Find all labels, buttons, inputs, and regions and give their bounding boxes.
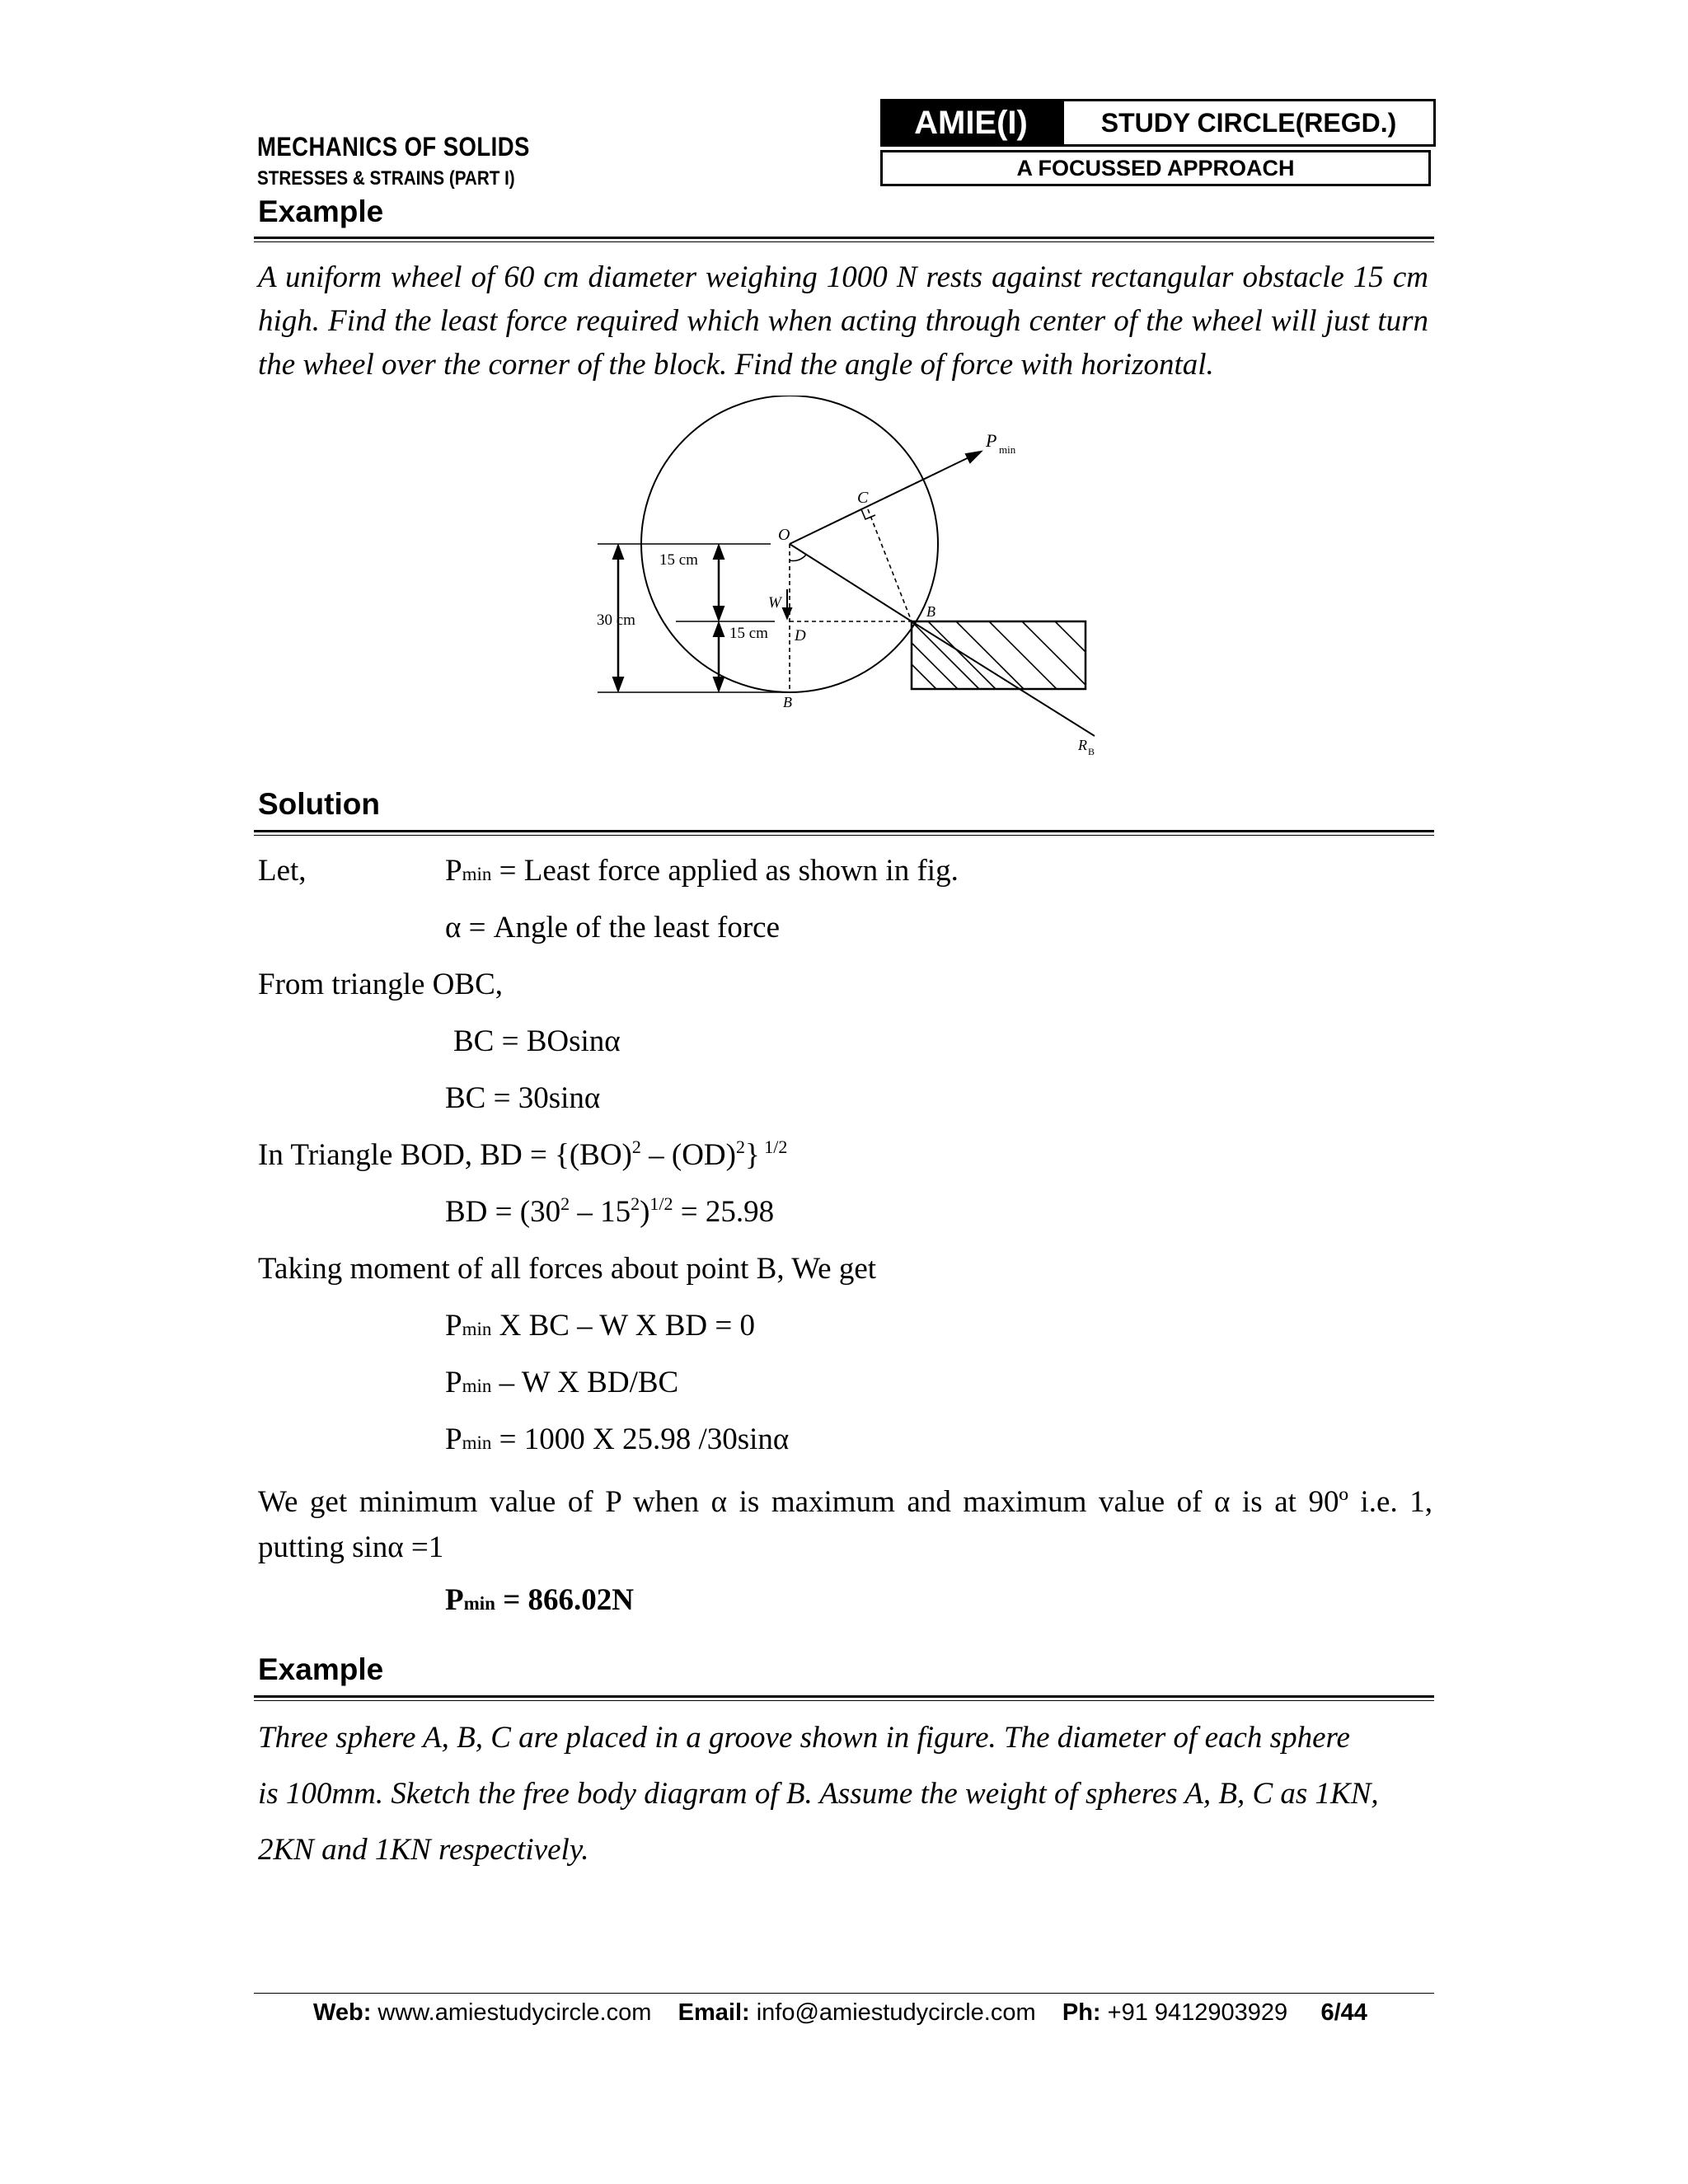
radius-ob: [790, 544, 912, 621]
p-symbol: P: [445, 854, 462, 888]
phone-label: Ph:: [1062, 1999, 1101, 2026]
document-title: MECHANICS OF SOLIDS: [257, 132, 530, 162]
example-heading-2: Example: [258, 1652, 384, 1686]
amie-badge: AMIE(I): [880, 99, 1062, 147]
wheel-obstacle-figure: [577, 396, 1121, 775]
weight-arrowhead: [783, 608, 791, 618]
label-o: O: [778, 526, 790, 544]
pmin-definition: [445, 853, 959, 888]
label-d: D: [795, 627, 806, 644]
problem-statement: A uniform wheel of 60 cm diameter weighing 1000 N rests against rectangular obstacle 15 cm high. Find the least force required which when acting through center of the wheel will just turn the wheel over the corner of the block. Find the angle of force with horizontal.: [258, 260, 1428, 382]
alpha-definition: α = Angle of the least force: [445, 911, 780, 944]
label-15cm-bottom: 15 cm: [729, 625, 768, 642]
moment-text: Taking moment of all forces about point B, We get: [258, 1252, 877, 1286]
label-w: W: [768, 594, 781, 612]
bd-equation: BD = $(30^2 - 15^2)^{1/2} = 25.98$: [445, 1193, 775, 1229]
p-subscript: min: [462, 864, 492, 884]
bc-equation-1: BC = BOsinα: [453, 1024, 621, 1058]
email-label: Email:: [678, 1999, 750, 2026]
divider: [254, 835, 1434, 836]
page-number: 6/44: [1320, 1999, 1367, 2026]
bc-equation-2: BC = 30sinα: [445, 1081, 601, 1115]
result-equation: Pmin = 866.02N: [445, 1583, 635, 1617]
label-b-bottom: B: [783, 694, 792, 710]
example-heading: Example: [258, 194, 384, 228]
footer: [313, 1999, 1367, 2027]
divider: [254, 241, 1434, 242]
moment-equation-2: Pmin – W X BD/BC: [445, 1366, 679, 1399]
moment-equation-1: Pmin X BC – W X BD = 0: [445, 1309, 756, 1343]
label-rb-sub: B: [1088, 746, 1095, 757]
bc-line: [868, 509, 912, 621]
label-c: C: [857, 489, 869, 507]
let-label: Let,: [258, 854, 307, 888]
moment-equation-3: Pmin = 1000 X 25.98 /30sinα: [445, 1422, 790, 1456]
block-hatching: [912, 621, 1085, 689]
web-link[interactable]: www.amiestudycircle.com: [377, 1999, 652, 2026]
example2-line-2: is 100mm. Sketch the free body diagram of B. Assume the weight of spheres A, B, C as 1KN,: [258, 1777, 1379, 1811]
label-b-top: B: [926, 603, 935, 620]
example2-line-3: 2KN and 1KN respectively.: [258, 1833, 589, 1867]
web-label: Web:: [313, 1999, 372, 2026]
label-rb: R: [1078, 737, 1087, 753]
from-triangle-text: From triangle OBC,: [258, 968, 504, 1001]
p-definition-text: = Least force applied as shown in fig.: [499, 854, 959, 888]
label-30cm: 30 cm: [597, 612, 635, 629]
footer-divider: [254, 1993, 1434, 1994]
reaction-rb-line: [912, 621, 1095, 736]
divider: [254, 1700, 1434, 1701]
label-pmin-sub: min: [999, 443, 1016, 456]
label-15cm-top: 15 cm: [659, 551, 698, 569]
conclusion-text: We get minimum value of P when α is maximum and maximum value of α is at 90º i.e. 1, putting sinα =1: [258, 1485, 1432, 1564]
divider: [254, 830, 1434, 832]
email-link[interactable]: info@amiestudycircle.com: [756, 1999, 1036, 2026]
study-circle-badge: STUDY CIRCLE(REGD.): [1062, 99, 1436, 147]
pmin-arrowhead: [966, 452, 981, 462]
alpha-arc: [790, 555, 806, 560]
pmin-line: [790, 452, 981, 544]
document-subtitle: STRESSES & STRAINS (PART I): [257, 167, 515, 190]
solution-heading: Solution: [258, 787, 380, 821]
phone-number: +91 9412903929: [1107, 1999, 1288, 2026]
divider: [254, 1695, 1434, 1698]
label-pmin: P: [986, 430, 997, 451]
divider: [254, 237, 1434, 239]
example2-line-1: Three sphere A, B, C are placed in a groove shown in figure. The diameter of each sphere: [258, 1721, 1350, 1755]
bod-equation: In Triangle BOD, BD = {(BO)$^2$ – (OD)$^2$} $^{1/2}$: [258, 1137, 788, 1172]
tagline-badge: A FOCUSSED APPROACH: [880, 150, 1431, 186]
